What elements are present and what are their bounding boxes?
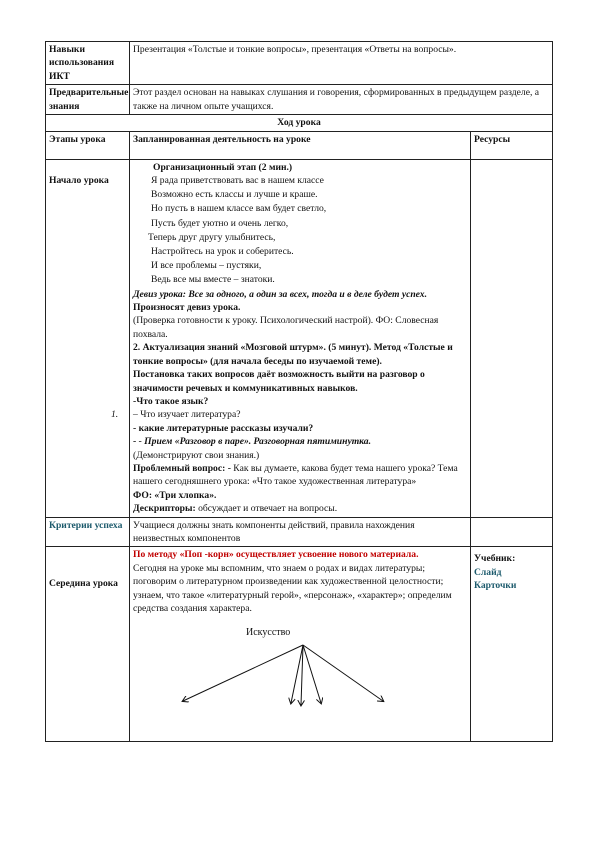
middle-activities (130, 547, 471, 742)
pair-talk (133, 435, 467, 448)
resource-cards: Карточки (474, 580, 517, 592)
motto (133, 288, 467, 315)
progress-title: Ход урока (46, 115, 553, 131)
header-row (46, 131, 553, 159)
criteria-row (46, 517, 553, 547)
diagram-arrow (303, 645, 383, 701)
middle-row (46, 547, 553, 742)
diagram-arrows (133, 625, 473, 713)
org-stage-title: Организационный этап (2 мин.) (153, 161, 293, 173)
verse-line: Теперь друг другу улыбнитесь, (148, 231, 276, 243)
descriptors-text: обсуждает и отвечает на вопросы. (195, 503, 338, 515)
verse-line: Я рада приветствовать вас в нашем классе (151, 175, 324, 187)
descriptors (133, 502, 467, 515)
question-2-text: – Что изучает литература? (133, 409, 241, 421)
problem-question-text: Как вы думаете, какова будет тема нашего урока? Тема нашего сегодняшнего урока: «Что такое художественная литература» (133, 462, 458, 488)
ikt-row (46, 42, 553, 85)
diagram-arrow (183, 645, 303, 701)
criteria-resources (471, 517, 553, 547)
verse-line: Пусть будет уютно и очень легко, (151, 217, 289, 229)
greeting-verse (133, 174, 467, 288)
list-number: 1. (111, 409, 119, 421)
criteria-text: Учащиеся должны знать компоненты действий, правила нахождения неизвестных компонентов (130, 517, 471, 547)
ikt-label: Навыки использования ИКТ (46, 42, 130, 85)
prior-knowledge-row (46, 85, 553, 115)
verse-line: Возможно есть классы и лучше и краше. (151, 189, 318, 201)
feedback-method: ФО: «Три хлопка». (133, 489, 217, 501)
pair-talk-prefix: - (133, 436, 139, 448)
problem-question (133, 462, 467, 489)
diagram-arrow (303, 645, 321, 703)
actualization-step: 2. Актуализация знаний «Мозговой штурм». (5 минут). Метод «Толстые и тонкие вопросы» (для начала беседы по изучаемой теме). (133, 342, 453, 367)
verse-line: Но пусть в нашем классе вам будет светло, (151, 203, 327, 215)
prior-knowledge-label: Предварительные знания (46, 85, 130, 115)
header-activities: Запланированная деятельность на уроке (130, 131, 471, 159)
verse-line: И все проблемы – пустяки, (151, 260, 262, 272)
questions-purpose: Постановка таких вопросов даёт возможность выйти на разговор о значимости речевых и коммуникативных навыков. (133, 369, 425, 394)
question-2 (111, 408, 467, 421)
middle-stage-label: Середина урока (46, 547, 130, 742)
start-resources (471, 159, 553, 517)
progress-title-row (46, 115, 553, 131)
verse-line: Ведь все мы вместе – знатоки. (151, 274, 275, 286)
ikt-text: Презентация «Толстые и тонкие вопросы», презентация «Ответы на вопросы». (130, 42, 553, 85)
question-3: - какие литературные рассказы изучали? (133, 422, 314, 434)
motto-italic: Девиз урока: Все за одного, а один за всех, тогда и в деле будет успех. (133, 288, 427, 300)
criteria-label: Критерии успеха (46, 517, 130, 547)
header-stages: Этапы урока (46, 131, 130, 159)
problem-question-label: Проблемный вопрос: - (133, 462, 234, 474)
lesson-plan-table (45, 41, 553, 742)
prior-knowledge-text: Этот раздел основан на навыках слушания и говорения, сформированных в предыдущем разделе, а также на личном опыте учащихся. (130, 85, 553, 115)
lesson-intro: Сегодня на уроке мы вспомним, что знаем о родах и видах литературы; поговорим о литературном произведении как художественной целостности; узнаем, что такое «литературный герой», «персонаж», «характер»; определим средства создания характера. (133, 562, 452, 614)
diagram-root-label: Искусство (246, 627, 291, 639)
demonstrate-note: (Демонстрируют свои знания.) (133, 449, 260, 461)
question-1: -Что такое язык? (133, 395, 209, 407)
art-diagram (133, 625, 473, 713)
textbook-label: Учебник: (474, 553, 516, 565)
verse-line: Настройтесь на урок и соберитесь. (151, 246, 294, 258)
motto-bold: Произносят девиз урока. (133, 302, 241, 314)
readiness-check: (Проверка готовности к уроку. Психологический настрой). ФО: Словесная похвала. (133, 315, 439, 340)
popcorn-method: По методу «Поп -корн» осуществляет усвоение нового материала. (133, 549, 419, 561)
middle-resources (471, 547, 553, 742)
resource-slide: Слайд (474, 566, 502, 578)
start-activities (111, 159, 471, 517)
header-resources: Ресурсы (471, 131, 553, 159)
pair-talk-text: - Прием «Разговор в паре». Разговорная пятиминутка. (138, 436, 371, 448)
start-row (46, 159, 553, 517)
descriptors-label: Дескрипторы: (133, 503, 196, 515)
start-stage-label: Начало урока (46, 159, 130, 517)
